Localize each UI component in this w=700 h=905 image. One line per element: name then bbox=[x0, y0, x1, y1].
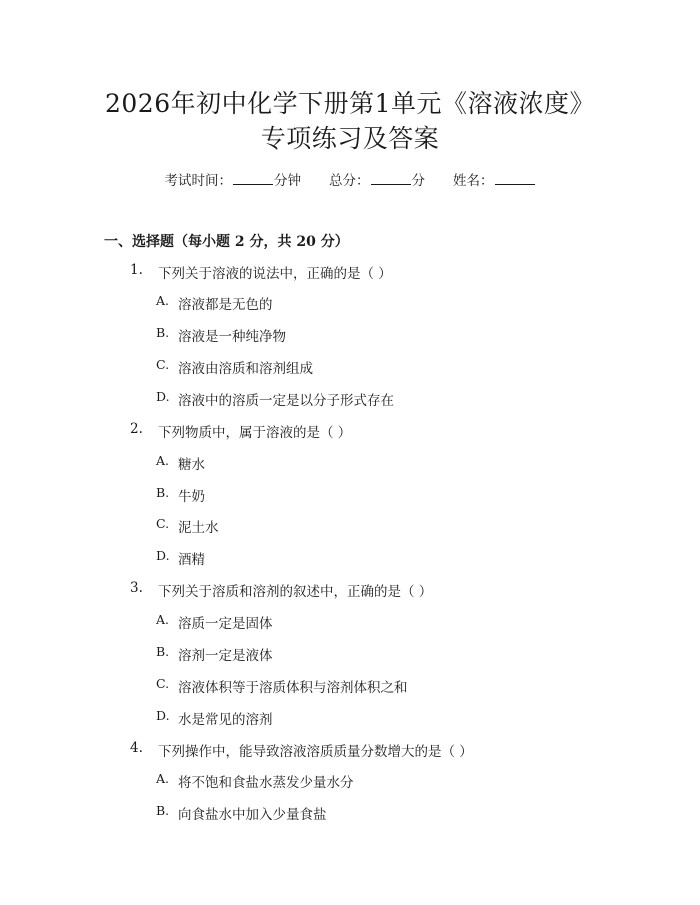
page-title-line-1: 2026年初中化学下册第1单元《溶液浓度》 bbox=[104, 89, 596, 118]
option-label: A. bbox=[156, 293, 170, 308]
total-score-unit: 分 bbox=[411, 173, 425, 189]
question-text: 下列物质中，属于溶液的是（ ） bbox=[158, 425, 352, 441]
question-1-option-c[interactable] bbox=[156, 357, 313, 377]
option-text: 溶液是一种纯净物 bbox=[178, 329, 286, 345]
option-text: 向食盐水中加入少量食盐 bbox=[178, 807, 327, 823]
question-text: 下列操作中，能导致溶液溶质质量分数增大的是（ ） bbox=[158, 744, 473, 760]
question-4-option-b[interactable] bbox=[156, 803, 327, 823]
option-text: 水是常见的溶剂 bbox=[178, 712, 273, 728]
option-label: D. bbox=[156, 548, 170, 563]
question-3-option-a[interactable] bbox=[156, 612, 273, 632]
question-2-option-c[interactable] bbox=[156, 516, 219, 536]
question-2-option-d[interactable] bbox=[156, 548, 205, 568]
student-name-label: 姓名： bbox=[453, 173, 494, 189]
total-score-blank[interactable] bbox=[371, 172, 411, 185]
question-1 bbox=[130, 262, 392, 282]
question-3-option-d[interactable] bbox=[156, 708, 273, 728]
question-4-option-a[interactable] bbox=[156, 771, 354, 791]
question-3 bbox=[130, 580, 432, 600]
total-score-label: 总分： bbox=[329, 173, 370, 189]
option-label: D. bbox=[156, 708, 170, 723]
option-text: 将不饱和食盐水蒸发少量水分 bbox=[178, 775, 354, 791]
section-heading-choice: 一、选择题（每小题 2 分，共 20 分） bbox=[104, 234, 349, 250]
student-name-blank[interactable] bbox=[495, 172, 535, 185]
question-3-option-b[interactable] bbox=[156, 644, 273, 664]
option-label: A. bbox=[156, 453, 170, 468]
option-label: D. bbox=[156, 389, 170, 404]
option-text: 溶质一定是固体 bbox=[178, 616, 273, 632]
option-label: A. bbox=[156, 771, 170, 786]
option-text: 溶液体积等于溶质体积与溶剂体积之和 bbox=[178, 680, 408, 696]
question-2 bbox=[130, 421, 351, 441]
question-1-option-b[interactable] bbox=[156, 325, 286, 345]
exam-time-label: 考试时间： bbox=[164, 173, 232, 189]
total-score-field bbox=[329, 169, 425, 189]
student-name-field bbox=[453, 169, 536, 189]
option-label: A. bbox=[156, 612, 170, 627]
option-label: B. bbox=[156, 644, 170, 659]
question-1-option-d[interactable] bbox=[156, 389, 394, 409]
question-2-option-a[interactable] bbox=[156, 453, 205, 473]
question-number: 2. bbox=[130, 421, 143, 437]
option-label: B. bbox=[156, 325, 170, 340]
question-2-option-b[interactable] bbox=[156, 485, 205, 505]
option-label: C. bbox=[156, 357, 170, 372]
option-text: 糖水 bbox=[178, 457, 205, 473]
question-number: 3. bbox=[130, 580, 143, 596]
option-label: C. bbox=[156, 516, 170, 531]
option-label: B. bbox=[156, 485, 170, 500]
option-text: 酒精 bbox=[178, 552, 205, 568]
question-3-option-c[interactable] bbox=[156, 676, 408, 696]
option-text: 溶液由溶质和溶剂组成 bbox=[178, 361, 313, 377]
question-4 bbox=[130, 740, 473, 760]
exam-time-blank[interactable] bbox=[233, 172, 273, 185]
option-text: 溶液都是无色的 bbox=[178, 297, 273, 313]
question-number: 1. bbox=[130, 262, 143, 278]
question-number: 4. bbox=[130, 740, 143, 756]
exam-time-field bbox=[165, 169, 302, 189]
option-label: B. bbox=[156, 803, 170, 818]
question-1-option-a[interactable] bbox=[156, 293, 273, 313]
question-text: 下列关于溶质和溶剂的叙述中，正确的是（ ） bbox=[158, 584, 433, 600]
page-title-line-2: 专项练习及答案 bbox=[260, 124, 440, 153]
option-text: 溶剂一定是液体 bbox=[178, 648, 273, 664]
question-text: 下列关于溶液的说法中，正确的是（ ） bbox=[158, 266, 392, 282]
option-text: 溶液中的溶质一定是以分子形式存在 bbox=[178, 393, 394, 409]
option-text: 牛奶 bbox=[178, 489, 205, 505]
option-text: 泥土水 bbox=[178, 520, 219, 536]
exam-meta-row bbox=[0, 169, 700, 189]
exam-time-unit: 分钟 bbox=[274, 173, 301, 189]
option-label: C. bbox=[156, 676, 170, 691]
